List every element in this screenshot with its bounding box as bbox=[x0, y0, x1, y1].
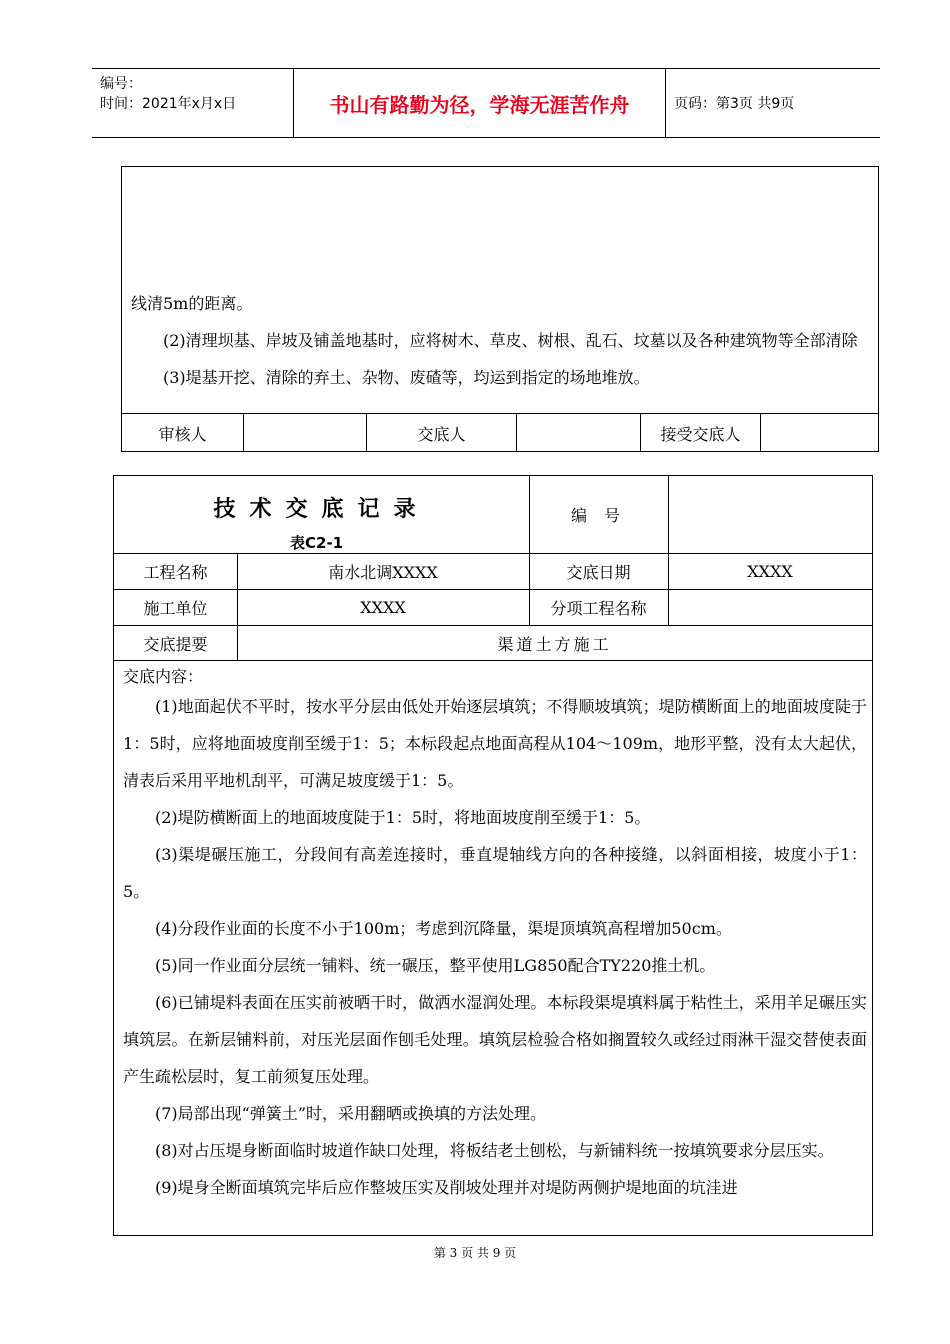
date-label: 交底日期 bbox=[566, 563, 631, 582]
content-label: 交底内容： bbox=[123, 667, 204, 686]
content-paragraph: (6)已铺堤料表面在压实前被晒干时，做洒水湿润处理。本标段渠堤填料属于粘性土，采用羊足碾压实填筑层。在新层铺料前，对压光层面作刨毛处理。填筑层检验合格如搁置较久或经过雨淋干湿交替使表面产生疏松层时，复工前须复压处理。 bbox=[123, 993, 867, 1086]
content-paragraph: (2)堤防横断面上的地面坡度陡于1：5时，将地面坡度削至缓于1：5。 bbox=[155, 808, 651, 827]
signature-row bbox=[122, 413, 878, 452]
summary-label: 交底提要 bbox=[143, 634, 208, 654]
form-number: 表C2-1 bbox=[290, 534, 344, 552]
content-paragraph: (3)渠堤碾压施工，分段间有高差连接时，垂直堤轴线方向的各种接缝，以斜面相接，坡度小于1：5。 bbox=[123, 845, 867, 901]
content-paragraph: (5)同一作业面分层统一铺料、统一碾压，整平使用LG850配合TY220推土机。 bbox=[155, 956, 716, 975]
project-name-value: 南水北调XXXX bbox=[328, 563, 438, 582]
disclosure-record-table bbox=[113, 475, 873, 1236]
table-rule bbox=[114, 660, 872, 661]
subitem-value bbox=[668, 590, 872, 625]
project-name-label: 工程名称 bbox=[143, 563, 208, 582]
content-paragraph: (4)分段作业面的长度不小于100m；考虑到沉降量，渠堤顶填筑高程增加50cm。 bbox=[155, 919, 732, 938]
receiver-signature-cell bbox=[761, 414, 878, 452]
record-title: 技术交底记录 bbox=[213, 497, 430, 522]
continued-line: (3)堤基开挖、清除的弃土、杂物、废碴等，均运到指定的场地堆放。 bbox=[163, 368, 650, 387]
header-page-number: 页码：第3页 共9页 bbox=[674, 96, 795, 112]
header-number-label: 编号： bbox=[100, 76, 142, 92]
header-time: 时间：2021年x月x日 bbox=[100, 96, 237, 112]
disclosure-content bbox=[123, 664, 867, 1206]
date-value: XXXX bbox=[747, 562, 793, 581]
contractor-label: 施工单位 bbox=[143, 599, 208, 618]
content-paragraph: (1)地面起伏不平时，按水平分层由低处开始逐层填筑；不得顺坡填筑；堤防横断面上的地面坡度陡于1：5时，应将地面坡度削至缓于1：5；本标段起点地面高程从104～109m，地形平整，没有太大起伏，清表后采用平地机刮平，可满足坡度缓于1：5。 bbox=[123, 697, 867, 790]
continued-line: (2)清理坝基、岸坡及铺盖地基时，应将树木、草皮、树根、乱石、坟墓以及各种建筑物等全部清除 bbox=[163, 331, 858, 350]
continued-section bbox=[121, 166, 879, 452]
number-label: 编 号 bbox=[570, 506, 627, 525]
content-paragraph: (8)对占压堤身断面临时坡道作缺口处理，将板结老土刨松，与新铺料统一按填筑要求分层压实。 bbox=[155, 1141, 834, 1160]
header-motto: 书山有路勤为径，学海无涯苦作舟 bbox=[294, 69, 666, 137]
page-header bbox=[92, 68, 880, 138]
continued-line: 线清5m的距离。 bbox=[131, 294, 253, 313]
number-value bbox=[668, 476, 872, 553]
reviewer-signature-cell bbox=[244, 414, 367, 452]
subitem-label: 分项工程名称 bbox=[550, 599, 647, 618]
reviewer-label: 审核人 bbox=[122, 414, 244, 452]
header-info bbox=[92, 69, 294, 137]
contractor-value: XXXX bbox=[360, 598, 406, 617]
page-footer: 第 3 页 共 9 页 bbox=[433, 1246, 517, 1260]
summary-value: 渠道土方施工 bbox=[497, 634, 612, 654]
discloser-signature-cell bbox=[517, 414, 641, 452]
continued-text bbox=[131, 285, 871, 396]
content-paragraph: (9)堤身全断面填筑完毕后应作整坡压实及削坡处理并对堤防两侧护堤地面的坑洼进 bbox=[155, 1178, 738, 1197]
receiver-label: 接受交底人 bbox=[641, 414, 761, 452]
discloser-label: 交底人 bbox=[367, 414, 517, 452]
content-paragraph: (7)局部出现“弹簧土”时，采用翻晒或换填的方法处理。 bbox=[155, 1104, 547, 1123]
